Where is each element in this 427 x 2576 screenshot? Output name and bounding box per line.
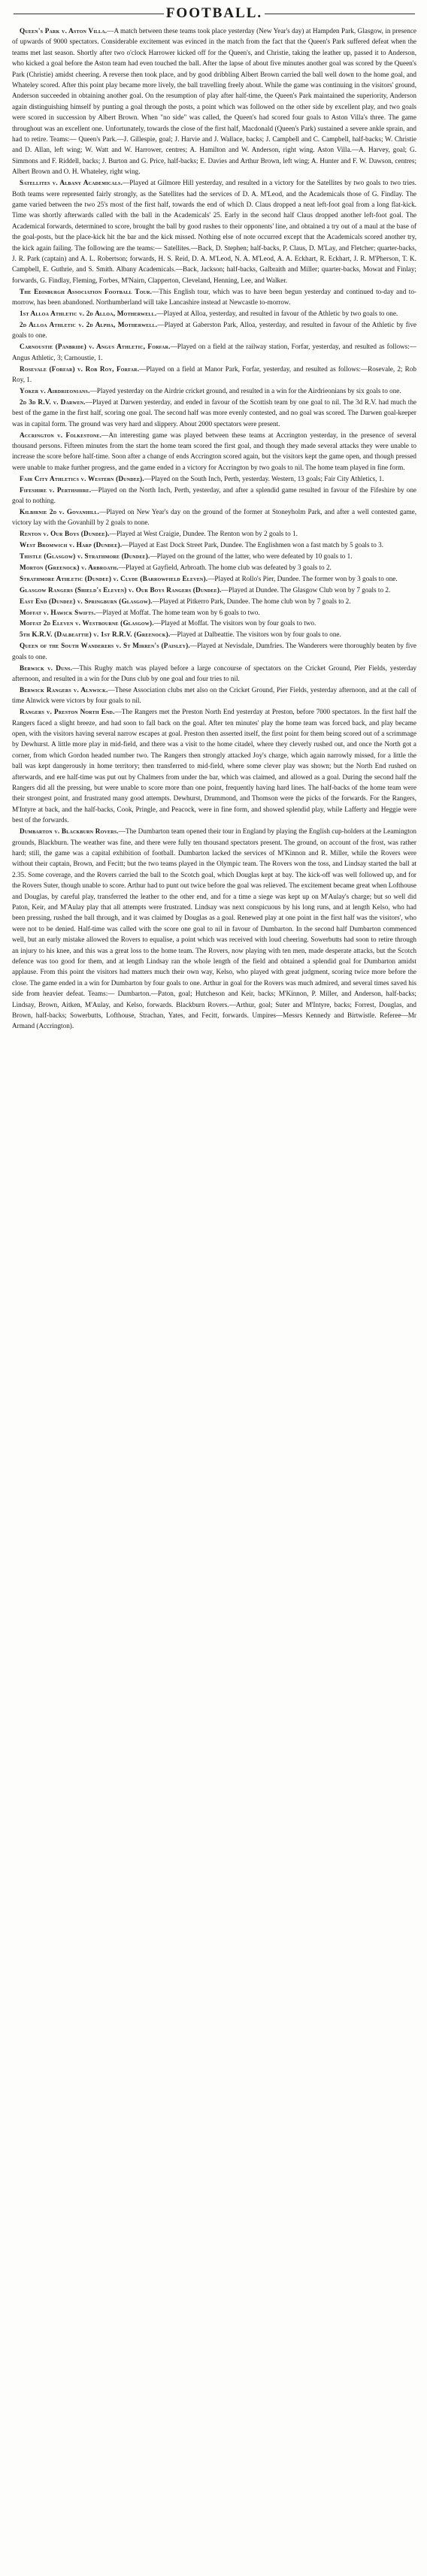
match-report-body: —This English tour, which was to have been begun yesterday and continued to-day and to-morrow, has been abandoned. Northumberland will take Lancashire instead at Newcastle to-morrow. <box>12 287 416 307</box>
match-report <box>12 397 416 429</box>
match-report-title: Glasgow Rangers (Shield's Eleven) v. Our Boys Rangers (Dundee). <box>20 585 222 594</box>
match-report <box>12 540 416 550</box>
match-report-title: 2d Alloa Athletic v. 2d Alpha, Motherwell. <box>20 320 158 328</box>
match-report-body: —Played at Darwen yesterday, and ended in favour of the Scottish team by one goal to nil. The 3d R.V. had much the best of the game in the first half, scoring one goal. The second half was more evenly contested, and no goal was scored. The Darwen goal-keeper was in capital form. The ground was very hard and slippery. About 2000 spectators were present. <box>12 398 416 428</box>
match-report-body: —Played yesterday on the Airdrie cricket ground, and resulted in a win for the Airdrieonians by six goals to one. <box>89 386 401 395</box>
match-report-title: Accrington v. Folkestone. <box>20 431 102 439</box>
match-report <box>12 562 416 573</box>
match-report-body: —An interesting game was played between these teams at Accrington yesterday, in the presence of several thousand persons. Fifteen minutes from the start the home team scored the first goal, and though they made several attacks they were unable to increase the score before half-time. Soon after a change of ends Accrington scored again, but the visitors kept the game open, and though pressed were unable to make further progress, and the game ended in a victory for Accrington by two goals to nil. The home team played in fine form. <box>12 431 416 471</box>
match-report <box>12 177 416 286</box>
football-reports-column <box>12 26 416 1032</box>
match-report <box>12 430 416 473</box>
match-report-body: —A match between these teams took place yesterday (New Year's day) at Hampden Park, Glasgow, in presence of upwards of 9000 spectators. Considerable excitement was evinced in the match from the fact that the Queen's Park suffered defeat when the teams met last season. Shortly after two o'clock Harrower kicked off for the Queen's, and Christie, taking the leather up, passed it to Anderson, who kicked a goal before the Aston team had even touched the ball. After the lapse of about five minutes another goal was scored by the Queen's Park (Christie) amidst cheering. A reverse then took place, and by good dribbling Albert Brown carried the ball well down to the home goal, and Whateley scored. After this point play became more lively, the ball travelling freely about. While the game was continuing in the visitors' ground, Anderson succeeded in obtaining another goal. On the resumption of play after half-time, the Queen's Park maintained the superiority, Anderson again distinguishing himself by punting a goal through the posts, a point which was followed on the other side by excellent play, and two goals were scored in succession by Albert Brown. When "no side" was called, the Queen's had scored four goals to Aston Villa's three. The game throughout was an excellent one. Unfortunately, towards the close of the first half, Macdonald (Queen's Park) sustained a severe ankle sprain, and had to retire. Teams:— Queen's Park.—J. Gillespie, goal; J. Harvie and J. Wallace, backs; J. Campbell and C. Campbell, half-backs; W. Christie and D. Allan, left wing; W. Watt and W. Harrower, centres; A. Hamilton and W. Anderson, right wing. Aston Villa.—A. Harvey, goal; G. Simmons and F. Riddell, backs; J. Burton and G. Price, half-backs; E. Davies and Arthur Brown, left wing; A. Hunter and F. W. Dawson, centres; Albert Brown and O. H. Whateley, right wing. <box>12 27 416 176</box>
match-report <box>12 607 416 618</box>
match-report-title: East End (Dundee) v. Springburn (Glasgow). <box>20 597 153 605</box>
match-report-title: Queen's Park v. Aston Villa. <box>20 27 108 35</box>
match-report-body: —Played on the South Inch, Perth, yesterday. Western, 13 goals; Fair City Athletics, 1. <box>144 474 384 482</box>
match-report-body: —Played at East Dock Street Park, Dundee. The Englishmen won a fast match by 5 goals to 3. <box>122 541 384 549</box>
match-report-body: —Played at Alloa, yesterday, and resulted in favour of the Athletic by two goals to one. <box>156 310 398 318</box>
match-report-title: Carnoustie (Panbride) v. Angus Athletic, Forfar. <box>20 343 171 351</box>
match-report <box>12 364 416 385</box>
match-report-title: Moffat 2d Eleven v. Westbourne (Glasgow). <box>20 619 154 627</box>
match-report <box>12 506 416 528</box>
match-report-body: —Played on the North Inch, Perth, yesterday, and after a splendid game resulted in favour of the Fifeshire by one goal to nothing. <box>12 485 416 504</box>
match-report-body: —Played at Moffat. The visitors won by four goals to two. <box>153 619 316 627</box>
match-report <box>12 663 416 685</box>
match-report-body: —Played at Gaberston Park, Alloa, yesterday, and resulted in favour of the Athletic by five goals to one. <box>12 320 416 340</box>
match-report-body: —These Association clubs met also on the Cricket Ground, Pier Fields, yesterday afternoon, and at the call of time Alnwick were victors by four goals to nil. <box>12 685 416 705</box>
match-report-title: Renton v. Our Boys (Dundee). <box>20 530 110 538</box>
match-report-title: Morton (Greenock) v. Arbroath. <box>20 563 119 571</box>
match-report <box>12 618 416 628</box>
match-report-title: Moffat v. Hawick Swifts. <box>20 608 96 616</box>
match-report-title: The Edinburgh Association Football Tour. <box>20 287 153 295</box>
section-heading: FOOTBALL. <box>165 5 263 21</box>
match-report-title: 5th K.R.V. (Dalbeattie) v. 1st R.R.V. (Greenock). <box>20 630 171 639</box>
match-report <box>12 551 416 561</box>
match-report <box>12 286 416 308</box>
match-report <box>12 629 416 639</box>
match-report-title: Strathmore Athletic (Dundee) v. Clyde (Barrowfield Eleven). <box>20 574 208 582</box>
match-report <box>12 706 416 825</box>
match-report-title: Queen of the South Wanderers v. St Mirren's (Paisley). <box>20 642 190 650</box>
match-report-body: —The Dumbarton team opened their tour in England by playing the English cup-holders at the Leamington grounds, Blackburn. The weather was fine, and there were fully ten thousand spectators present. The ground, on account of the frost, was rather hard; still, the game was a capital exhibition of football. Dumbarton lacked the services of M'Kinnon and R. Miller, while the Rovers were without their captain, Brown, and Fecitt; but the two teams played in the Olympic team. The Rovers won the toss, and Lindsay started the ball at 2.35. Some coverage, and the Rovers carried the ball to the Scotch goal, which Douglas kept at bay. The kick-off was well followed up, and for the Rovers Suter, though unable to score. Arthur had to punt out twice before the goal was relieved. The excitement became great when Lofthouse and Douglas, by careful play, transferred the leather to the other end, and for a time a siege was kept up on M'Aulay's charge; but so well did Paton, Keir, and M'Aulay play that all attempts were frustrated. Lindsay was next conspicuous by his long runs, and at length Kelso, who had been pressing, rushed the ball through, and it was claimed by Douglas as a goal. Renewed play at one point in the first half was the visitors', who were not to be denied. Half-time was called with the score one goal to nil in favour of Dumbarton. In the second half Dumbarton commenced well, but an early mistake allowed the Rovers to equalise, a point which was received with loud cheering. Sowerbutts had soon to retire through an injury to his knee, and this was a great loss to the home team. The Rovers, now playing with ten men, made desperate attacks, but the Scotch defence was too good for them, and at length Lindsay ran the whole length of the field and obtained a splendid goal for Dumbarton amidst applause. From this point the visitors had matters much their own way, Kelso, who played with great judgment, scoring twice more before the close. The game ended in a win for Dumbarton by four goals to one. Arthur in goal for the Rovers was much admired, and several times saved his side from heavier defeat. Teams:— Dumbarton.—Paton, goal; Hutcheson and Keir, backs; M'Kinnon, P. Miller, and Anderson, half-backs; Lindsay, Brown, Aitken, M'Aulay, and Kelso, forwards. Blackburn Rovers.—Arthur, goal; Suter and M'Intyre, backs; Forrest, Douglas, and Brown, half-backs; Sowerbutts, Lofthouse, Strachan, Yates, and Fecitt, forwards. Umpires—Messrs Kennedy and Birtwistle. Referee—Mr Armand (Accrington). <box>12 827 416 1030</box>
match-report-body: —Played on a field at the railway station, Forfar, yesterday, and resulted as follows:—Angus Athletic, 3; Carnoustie, 1. <box>12 343 416 361</box>
match-report-body: —Played at Rollo's Pier, Dundee. The former won by 3 goals to one. <box>207 574 398 582</box>
match-report-title: Rangers v. Preston North End. <box>20 708 115 716</box>
match-report-title: Rosevale (Forfar) v. Rob Roy, Forfar. <box>20 364 140 373</box>
match-report-body: —Played at Dundee. The Glasgow Club won by 7 goals to 2. <box>221 585 391 594</box>
match-report <box>12 573 416 584</box>
match-report-title: Fifeshire v. Perthshire. <box>20 485 92 494</box>
match-report-title: Kilbirnie 2d v. Govanhill. <box>20 507 100 516</box>
match-report-title: Fair City Athletics v. Western (Dundee). <box>20 474 144 482</box>
match-report <box>12 826 416 1032</box>
match-report-body: —Played on a field at Manor Park, Forfar, yesterday, and resulted as follows:—Rosevale, 2; Rob Roy, 1. <box>12 364 416 383</box>
match-report <box>12 596 416 606</box>
match-report-body: —Played at Nevisdale, Dumfries. The Wanderers were thoroughly beaten by five goals to one. <box>12 642 416 661</box>
match-report <box>12 640 416 662</box>
match-report-title: Berwick Rangers v. Alnwick. <box>20 685 108 694</box>
match-report-title: 2d 3d R.V. v. Darwen. <box>20 398 86 406</box>
match-report <box>12 26 416 177</box>
match-report-body: —Played at West Craigie, Dundee. The Renton won by 2 goals to 1. <box>109 530 298 538</box>
match-report-title: West Bromwich v. Harp (Dundee). <box>20 541 123 549</box>
match-report-body: —Played at Moffat. The home team won by 6 goals to two. <box>95 608 260 616</box>
match-report-body: —Played at Pitkerro Park, Dundee. The home club won by 7 goals to 2. <box>152 597 351 605</box>
match-report-title: Yoker v. Airdrieonians. <box>20 386 90 395</box>
match-report <box>12 685 416 706</box>
section-masthead <box>12 3 416 24</box>
match-report <box>12 485 416 506</box>
match-report-body: —This Rugby match was played before a large concourse of spectators on the Cricket Ground, Pier Fields, yesterday afternoon, and resulted in a win for the Duns club by one goal and four tries to nil. <box>12 664 416 682</box>
match-report <box>12 319 416 341</box>
match-report-body: —Played at Gilmore Hill yesterday, and resulted in a victory for the Satellites by two goals to two tries. Both teams were represented fairly strongly, as the Satellites had the services of D. A. M'Leod, and the Academicals those of G. Findlay. The game varied between the two 25's most of the first half, towards the end of which D. Claus dropped a neat left-foot goal from a long flat-kick. Time was shortly afterwards called with the ball in the Academicals' 25. Early in the second half Claus dropped another left-foot goal. The Academical forwards, determined to score, brought the ball by good rushes to their opponents' line, and obtained a try out of a maul at the base of the goal-posts, but the place-kick hit the bar and the kick missed. Nothing else of note occurred except that the Academicals scored another try, the kick again failing. The following are the teams:— Satellites.—Back, D. Stephen; half-backs, P. Claus, D. M'Lay, and Fletcher; quarter-backs, J. R. Park (captain) and A. L. Robertson; forwards, H. S. Reid, D. A. M'Leod, N. A. M'Leod, A. A. Eckhart, R. Eckhart, J. R. M'Pherson, T. K. Campbell, E. Guthrie, and S. Smith. Albany Academicals.—Back, Jackson; half-backs, Galbraith and Miller; quarter-backs, Mowat and Finlay; forwards, G. Findlay, Fleming, Forbes, M'Nairn, Clapperton, Cleveland, Henning, Lee, and Walker. <box>12 179 416 284</box>
match-report-body: —Played on the ground of the latter, who were defeated by 10 goals to 1. <box>150 552 353 560</box>
match-report-title: Satellites v. Albany Academicals. <box>20 179 123 187</box>
match-report-title: Berwick v. Duns. <box>20 664 73 672</box>
match-report-body: —Played on New Year's day on the ground of the former at Stoneyholm Park, and after a well contested game, victory lay with the Govanhill by 2 goals to none. <box>12 507 416 527</box>
match-report-title: Dumbarton v. Blackburn Rovers. <box>20 827 119 836</box>
match-report-title: Thistle (Glasgow) v. Strathmore (Dundee). <box>20 552 150 560</box>
match-report <box>12 528 416 539</box>
match-report-title: 1st Alloa Athletic v. 2d Alloa, Motherwell. <box>20 310 157 318</box>
match-report <box>12 341 416 363</box>
match-report <box>12 585 416 595</box>
match-report <box>12 385 416 396</box>
match-report-body: —Played at Gayfield, Arbroath. The home club was defeated by 3 goals to 2. <box>118 563 332 571</box>
match-report-body: —The Rangers met the Preston North End yesterday at Preston, before 7000 spectators. In the first half the Rangers faced a slight breeze, and had soon to fall back on the goal. After ten minutes' play the home team was forced back, and play became open, with the visitors having several narrow escapes at goal. Preston then asserted itself, the first point for them being scored out of a scrimmage by Dewhurst. A little more play in mid-field, and there was a visit to the home citadel, where they cleverly rushed out, and once the North got a corner, from which Gordon headed number two. The Rangers then strongly attacked Joy's charge, which again narrowly missed, for a little the ball was kept dangerously in home territory; then transferred to mid-field, where some clever play was shown; but the North End rushed on afterwards, and ere half-time was put out by Chalmers from under the bar, which was claimed, and allowed as a goal. During the second half the Rangers did all the pressing, but were unable to score more than one point, frequently having hard lines. The half-backs of the home team were their strongest point, and frustrated many good attempts. Dewhurst, Drummond, and Thomson were the picks of the forwards. For the Rangers, M'Intyre at back, and the half-backs, Cook, Pringle, and Peacock, were in fine form, and showed splendid play, while Lafferty and Heggie were best of the forwards. <box>12 708 416 824</box>
match-report <box>12 473 416 484</box>
match-report <box>12 308 416 319</box>
match-report-body: —Played at Dalbeattie. The visitors won by four goals to one. <box>170 630 341 639</box>
